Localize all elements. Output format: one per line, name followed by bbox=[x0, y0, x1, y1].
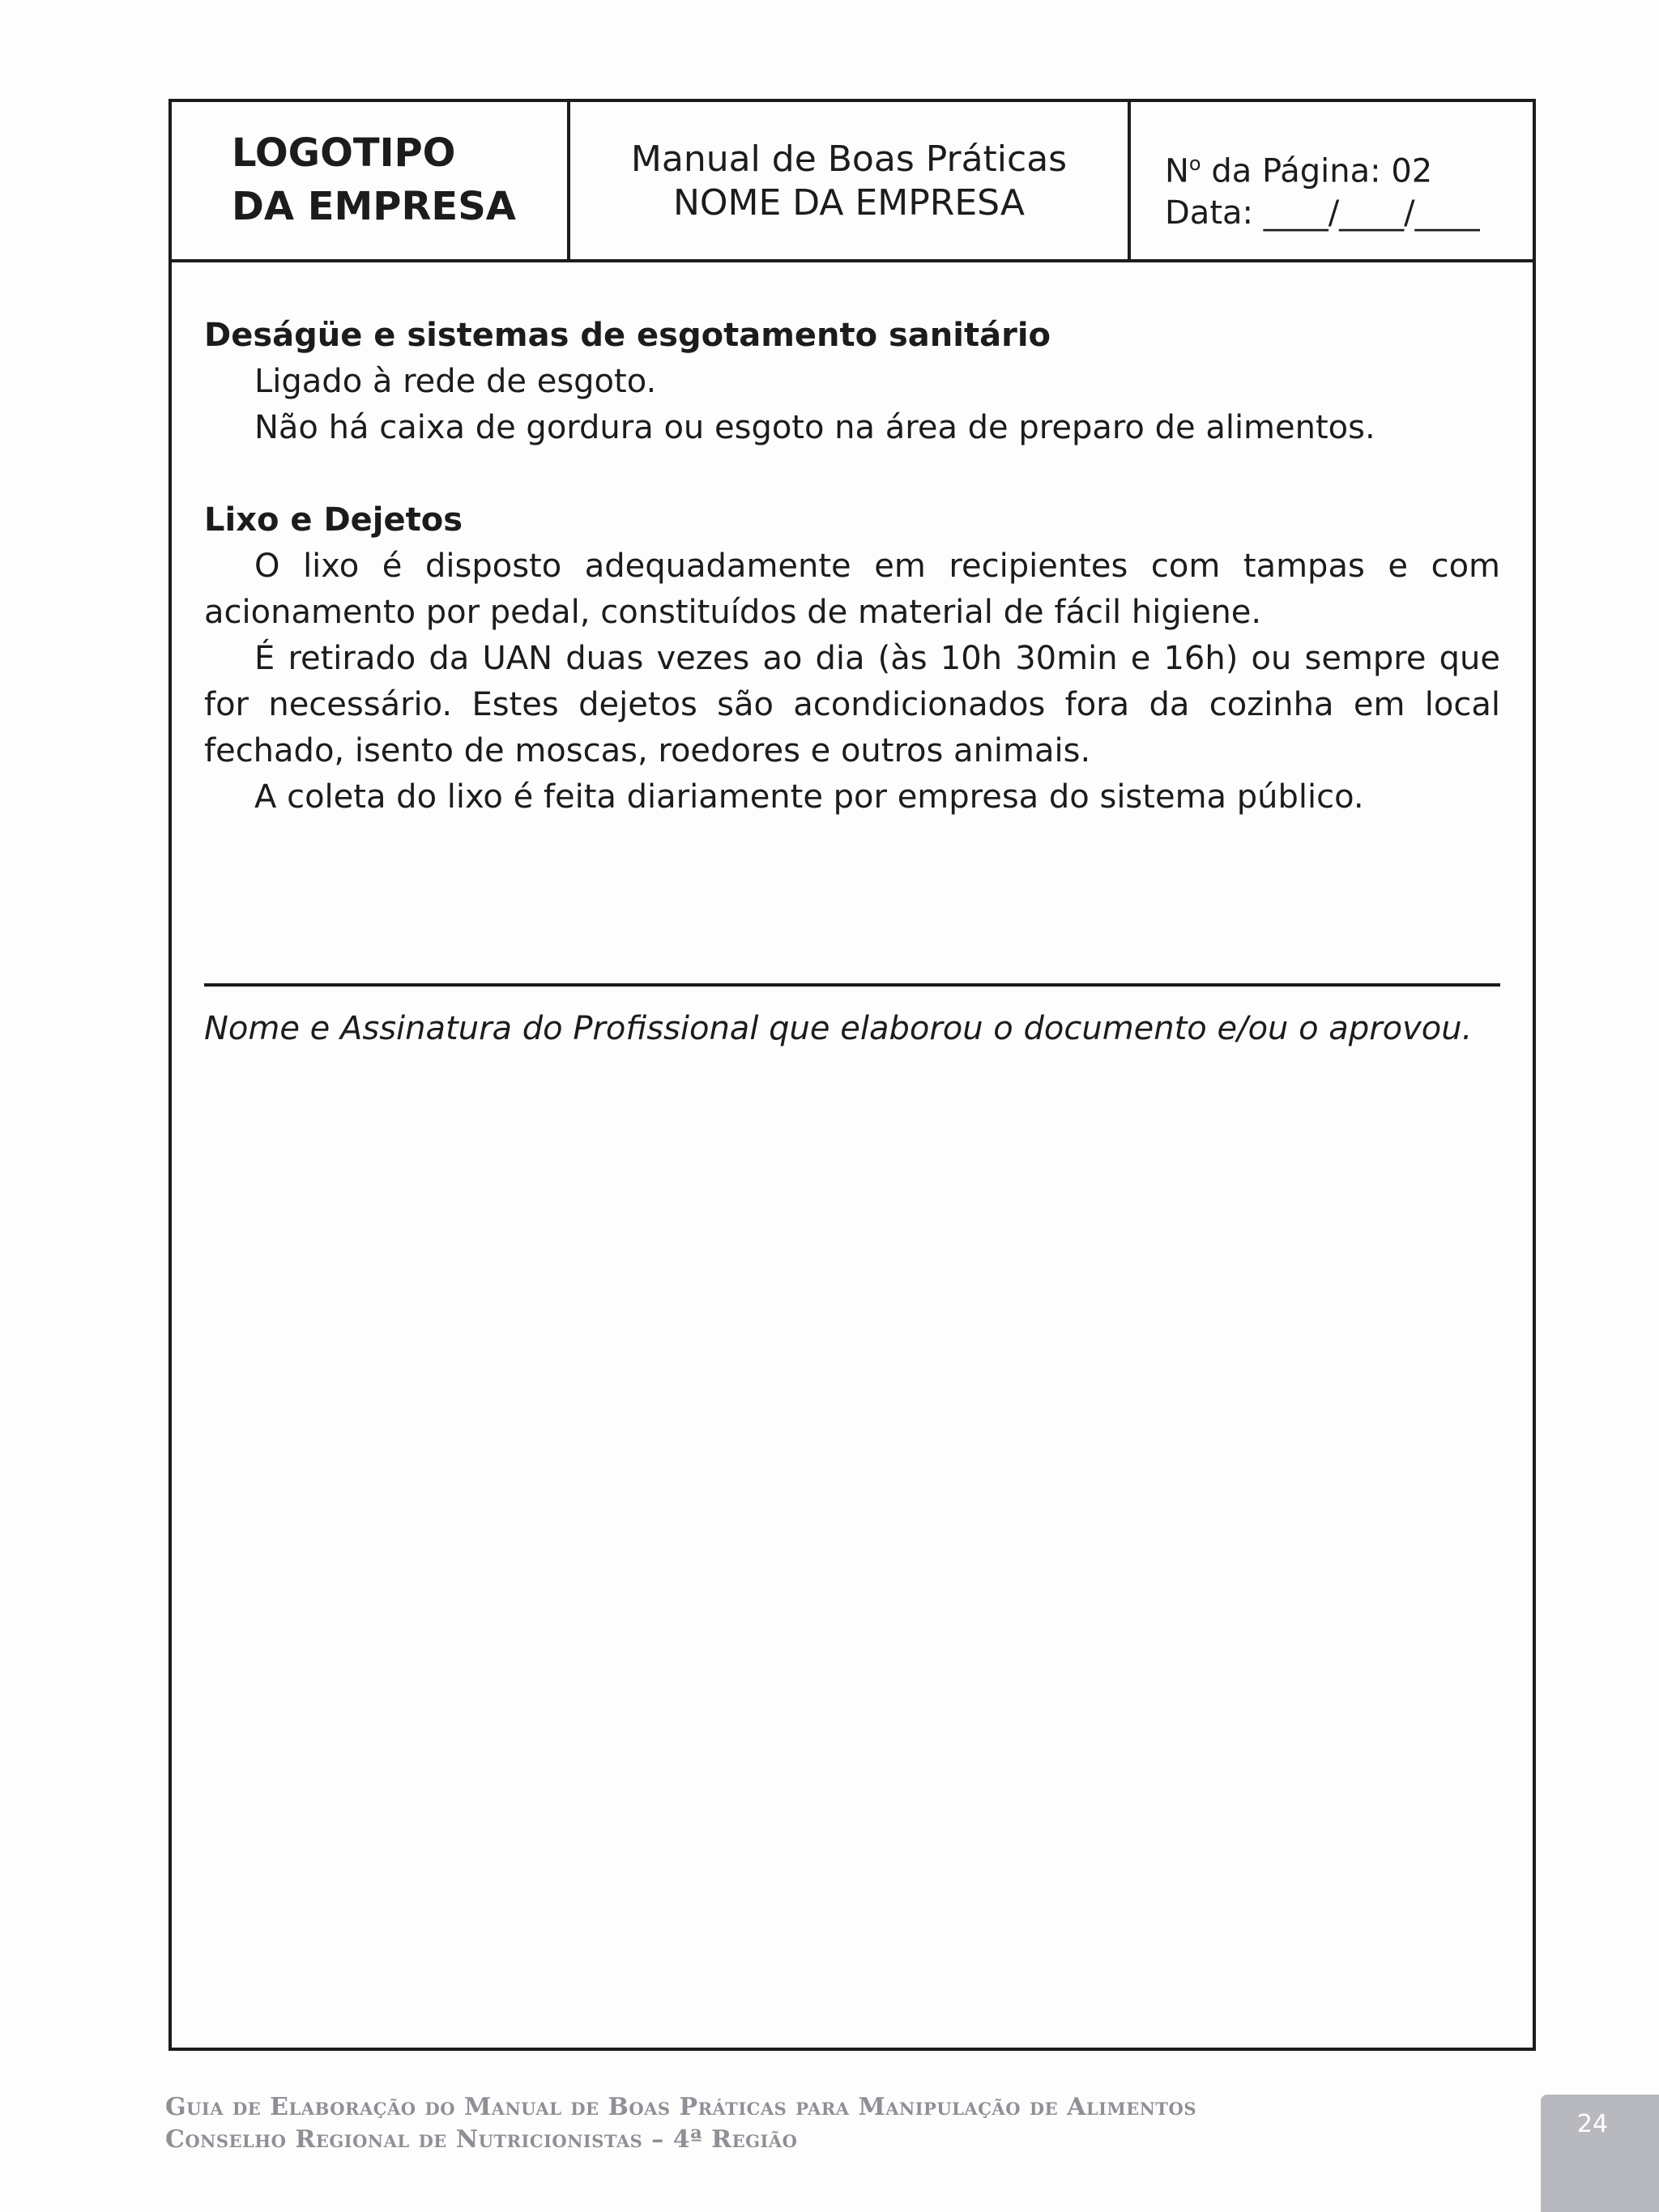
section-title-lixo: Lixo e Dejetos bbox=[204, 501, 463, 539]
section-title-esgotamento: Deságüe e sistemas de esgotamento sanitário bbox=[204, 317, 1051, 354]
paragraph: A coleta do lixo é feita diariamente por empresa do sistema público. bbox=[254, 778, 1364, 816]
company-name: NOME DA EMPRESA bbox=[672, 182, 1025, 224]
paragraph: Não há caixa de gordura ou esgoto na área de preparo de alimentos. bbox=[254, 409, 1375, 446]
page-number-badge: 24 bbox=[1541, 2095, 1659, 2212]
footer-council-name: Conselho Regional de Nutricionistas – 4ª Região bbox=[165, 2125, 798, 2154]
document-header bbox=[172, 102, 1533, 262]
signature-caption: Nome e Assinatura do Profissional que elaborou o documento e/ou o aprovou. bbox=[204, 1010, 1473, 1047]
page-number-label: $N^o$ da Página: 02 bbox=[1165, 152, 1433, 190]
footer-guide-title: Guia de Elaboração do Manual de Boas Práticas para Manipulação de Alimentos bbox=[165, 2093, 1196, 2121]
manual-title: Manual de Boas Práticas bbox=[630, 139, 1068, 180]
logo-line-2: DA EMPRESA bbox=[232, 184, 516, 229]
manual-title-cell bbox=[570, 102, 1131, 259]
document-body bbox=[204, 313, 1500, 820]
logo-line-1: LOGOTIPO bbox=[232, 130, 456, 176]
page-info-cell bbox=[1131, 102, 1533, 259]
signature-line bbox=[204, 983, 1500, 987]
paragraph: É retirado da UAN duas vezes ao dia (às 10h 30min e 16h) ou sempre que for necessário. Estes dejetos são acondicionados fora da cozinha em local fechado, isento de moscas, roedores e outros animais. bbox=[204, 640, 1500, 769]
date-label: Data: ____/____/____ bbox=[1165, 194, 1480, 232]
company-logo-placeholder bbox=[172, 102, 570, 259]
document-frame bbox=[168, 99, 1536, 2051]
page-footer bbox=[165, 2091, 1196, 2156]
paragraph: Ligado à rede de esgoto. bbox=[254, 363, 657, 400]
paragraph: O lixo é disposto adequadamente em recipientes com tampas e com acionamento por pedal, constituídos de material de fácil higiene. bbox=[204, 548, 1500, 631]
